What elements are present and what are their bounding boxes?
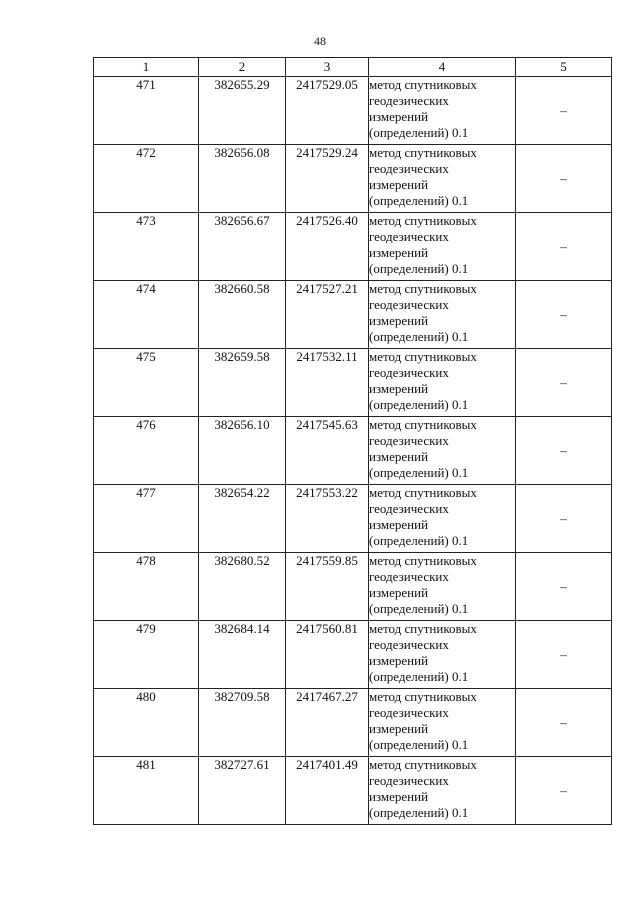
x-coordinate-cell: 382659.58	[199, 349, 286, 417]
x-coordinate-cell: 382655.29	[199, 77, 286, 145]
table-row	[94, 553, 612, 621]
accuracy-note-cell: –	[516, 485, 612, 553]
table-row	[94, 621, 612, 689]
method-cell	[369, 281, 516, 349]
x-coordinate-cell: 382656.08	[199, 145, 286, 213]
table-row	[94, 757, 612, 825]
method-cell	[369, 757, 516, 825]
header-col-1: 1	[94, 58, 199, 77]
method-cell	[369, 213, 516, 281]
point-number-cell: 476	[94, 417, 199, 485]
method-text: метод спутниковых геодезических измерений (определений) 0.1	[369, 417, 477, 480]
point-number-cell: 472	[94, 145, 199, 213]
method-text: метод спутниковых геодезических измерений (определений) 0.1	[369, 77, 477, 140]
table-row	[94, 281, 612, 349]
point-number-cell: 474	[94, 281, 199, 349]
table-row	[94, 77, 612, 145]
accuracy-note-cell: –	[516, 349, 612, 417]
x-coordinate-cell: 382656.10	[199, 417, 286, 485]
accuracy-note-cell: –	[516, 77, 612, 145]
x-coordinate-cell: 382660.58	[199, 281, 286, 349]
table-header-row	[94, 58, 612, 77]
y-coordinate-cell: 2417529.05	[286, 77, 369, 145]
point-number-cell: 477	[94, 485, 199, 553]
accuracy-note-cell: –	[516, 757, 612, 825]
method-cell	[369, 417, 516, 485]
point-number-cell: 481	[94, 757, 199, 825]
point-number-cell: 479	[94, 621, 199, 689]
method-text: метод спутниковых геодезических измерений (определений) 0.1	[369, 485, 477, 548]
method-cell	[369, 349, 516, 417]
header-col-2: 2	[199, 58, 286, 77]
method-cell	[369, 145, 516, 213]
x-coordinate-cell: 382680.52	[199, 553, 286, 621]
x-coordinate-cell: 382727.61	[199, 757, 286, 825]
method-cell	[369, 621, 516, 689]
accuracy-note-cell: –	[516, 689, 612, 757]
x-coordinate-cell: 382684.14	[199, 621, 286, 689]
coordinates-table	[93, 57, 612, 825]
point-number-cell: 478	[94, 553, 199, 621]
header-col-4: 4	[369, 58, 516, 77]
y-coordinate-cell: 2417560.81	[286, 621, 369, 689]
accuracy-note-cell: –	[516, 145, 612, 213]
table-row	[94, 145, 612, 213]
method-text: метод спутниковых геодезических измерений (определений) 0.1	[369, 553, 477, 616]
page-number: 48	[314, 34, 326, 48]
x-coordinate-cell: 382656.67	[199, 213, 286, 281]
table-row	[94, 689, 612, 757]
method-text: метод спутниковых геодезических измерений (определений) 0.1	[369, 213, 477, 276]
header-col-3: 3	[286, 58, 369, 77]
accuracy-note-cell: –	[516, 213, 612, 281]
method-cell	[369, 485, 516, 553]
table-row	[94, 417, 612, 485]
x-coordinate-cell: 382709.58	[199, 689, 286, 757]
table-row	[94, 349, 612, 417]
point-number-cell: 480	[94, 689, 199, 757]
point-number-cell: 475	[94, 349, 199, 417]
y-coordinate-cell: 2417553.22	[286, 485, 369, 553]
y-coordinate-cell: 2417401.49	[286, 757, 369, 825]
point-number-cell: 473	[94, 213, 199, 281]
accuracy-note-cell: –	[516, 621, 612, 689]
y-coordinate-cell: 2417532.11	[286, 349, 369, 417]
y-coordinate-cell: 2417527.21	[286, 281, 369, 349]
method-text: метод спутниковых геодезических измерений (определений) 0.1	[369, 621, 477, 684]
method-cell	[369, 77, 516, 145]
method-cell	[369, 553, 516, 621]
accuracy-note-cell: –	[516, 553, 612, 621]
method-text: метод спутниковых геодезических измерений (определений) 0.1	[369, 689, 477, 752]
method-text: метод спутниковых геодезических измерений (определений) 0.1	[369, 757, 477, 820]
accuracy-note-cell: –	[516, 281, 612, 349]
x-coordinate-cell: 382654.22	[199, 485, 286, 553]
header-col-5: 5	[516, 58, 612, 77]
method-text: метод спутниковых геодезических измерений (определений) 0.1	[369, 281, 477, 344]
accuracy-note-cell: –	[516, 417, 612, 485]
y-coordinate-cell: 2417545.63	[286, 417, 369, 485]
y-coordinate-cell: 2417529.24	[286, 145, 369, 213]
y-coordinate-cell: 2417559.85	[286, 553, 369, 621]
y-coordinate-cell: 2417467.27	[286, 689, 369, 757]
point-number-cell: 471	[94, 77, 199, 145]
table-row	[94, 485, 612, 553]
table-row	[94, 213, 612, 281]
y-coordinate-cell: 2417526.40	[286, 213, 369, 281]
table-body	[94, 77, 612, 825]
method-cell	[369, 689, 516, 757]
method-text: метод спутниковых геодезических измерений (определений) 0.1	[369, 349, 477, 412]
method-text: метод спутниковых геодезических измерений (определений) 0.1	[369, 145, 477, 208]
